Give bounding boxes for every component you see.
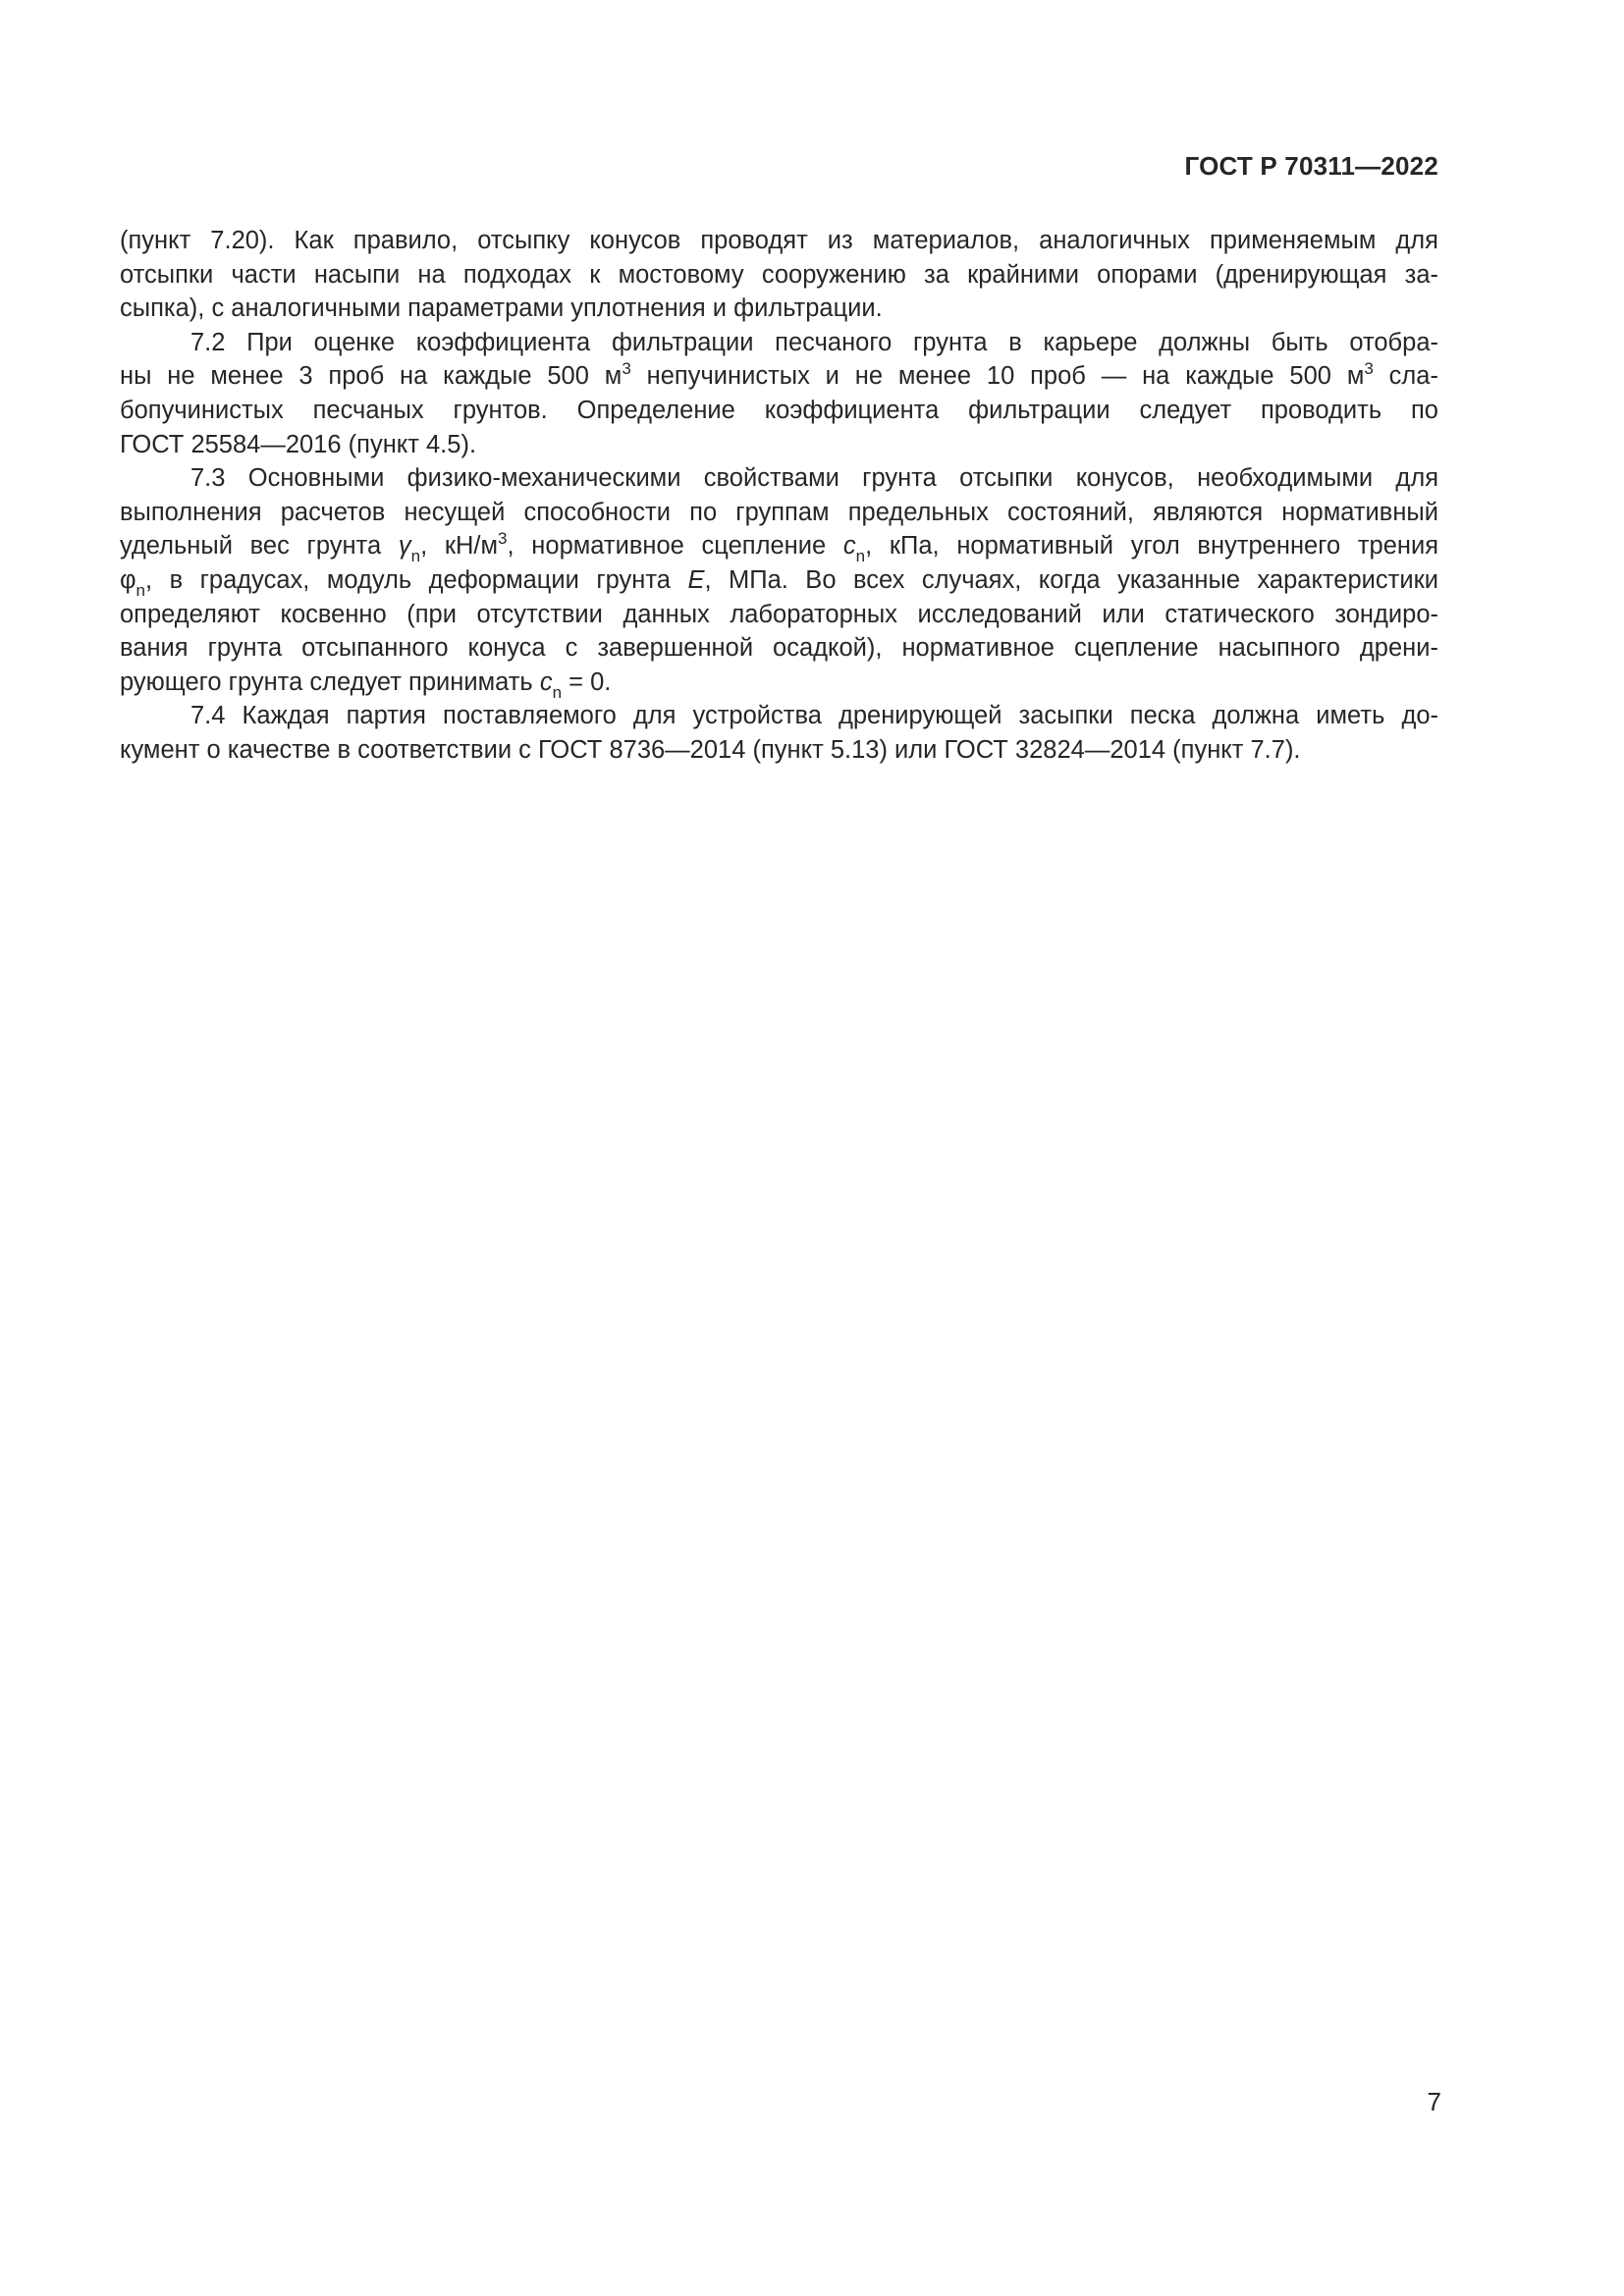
superscript: 3 bbox=[1364, 359, 1374, 379]
text-line: 7.2 При оценке коэффициента фильтрации песчаного грунта в карьере должны быть отобра- bbox=[190, 328, 1438, 356]
symbol-e: E bbox=[687, 565, 705, 594]
text-line: бопучинистых песчаных грунтов. Определение коэффициента фильтрации следует проводить по bbox=[120, 396, 1438, 424]
text-line: 7.4 Каждая партия поставляемого для устройства дренирующей засыпки песка должна иметь до- bbox=[190, 702, 1438, 730]
subscript: n bbox=[410, 547, 421, 566]
text-line: сыпка), с аналогичными параметрами уплотнения и фильтрации. bbox=[120, 294, 883, 323]
text-line: определяют косвенно (при отсутствии данных лабораторных исследований или статического зондиро- bbox=[120, 600, 1438, 628]
page-number: 7 bbox=[1427, 2087, 1441, 2116]
paragraph-7-2 bbox=[120, 326, 1438, 461]
symbol-gamma: γ bbox=[398, 532, 411, 561]
text-line: (пункт 7.20). Как правило, отсыпку конусов проводят из материалов, аналогичных применяемым для bbox=[120, 227, 1438, 254]
paragraph-7-3 bbox=[120, 461, 1439, 702]
text-line: $\varphi_n$, в градусах, модуль деформации грунта E, МПа. Во всех случаях, когда указанные характеристики bbox=[120, 565, 1438, 600]
text-line: кумент о качестве в соответствии с ГОСТ 8736—2014 (пункт 5.13) или ГОСТ 32824—2014 (пункт 7.7). bbox=[120, 735, 1301, 764]
subscript: n bbox=[552, 682, 563, 702]
symbol-c: c bbox=[539, 667, 553, 696]
paragraph-7-4 bbox=[120, 699, 1438, 767]
symbol-c: c bbox=[842, 532, 856, 561]
superscript: 3 bbox=[622, 359, 631, 379]
document-header: ГОСТ Р 70311—2022 bbox=[1184, 151, 1438, 181]
text-line: 7.3 Основными физико-механическими свойствами грунта отсыпки конусов, необходимыми для bbox=[190, 464, 1438, 493]
text-line: выполнения расчетов несущей способности по группам предельных состояний, являются нормативный bbox=[120, 498, 1438, 526]
text-line: отсыпки части насыпи на подходах к мостовому сооружению за крайними опорами (дренирующая за- bbox=[120, 260, 1438, 289]
subscript: n bbox=[855, 547, 866, 566]
superscript: 3 bbox=[498, 529, 508, 549]
text-line: рующего грунта следует принимать $c_n = 0$. bbox=[120, 667, 612, 702]
paragraph-7-1-continuation bbox=[120, 224, 1438, 326]
text-line: ны не менее 3 проб на каждые 500 $м^3$ непучинистых и не менее 10 проб — на каждые 500 $м^3$ сла- bbox=[120, 359, 1438, 391]
text-line: вания грунта отсыпанного конуса с завершенной осадкой), нормативное сцепление насыпного дрени- bbox=[120, 634, 1438, 663]
subscript: n bbox=[135, 580, 146, 600]
symbol-phi: φ bbox=[120, 565, 136, 594]
text-line: ГОСТ 25584—2016 (пункт 4.5). bbox=[120, 430, 477, 458]
document-body bbox=[120, 224, 1438, 768]
text-line: удельный вес грунта $\gamma_n$, $кН/м^3$, нормативное сцепление $c_n$, кПа, нормативный угол внутреннего трения bbox=[120, 529, 1439, 566]
